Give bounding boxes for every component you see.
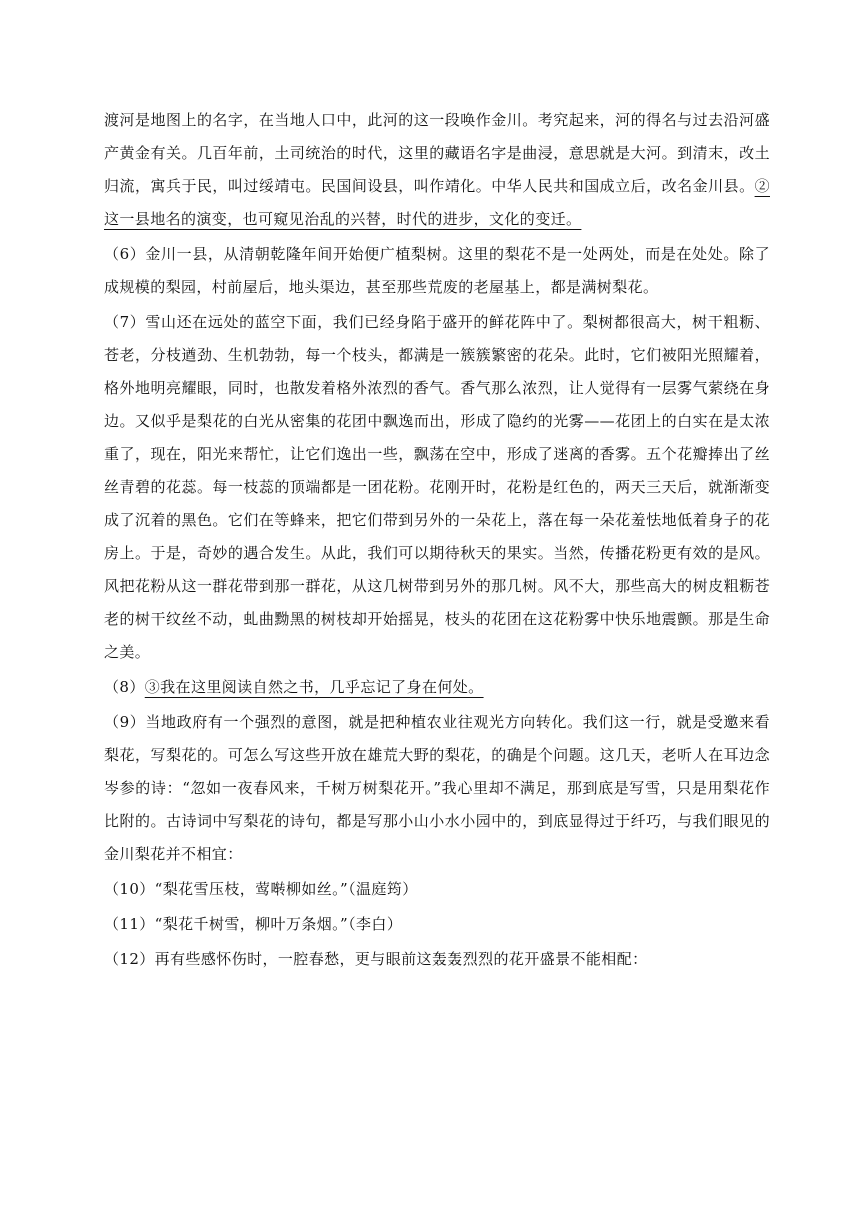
- paragraph-8: [104, 671, 770, 704]
- paragraph-5-text: 渡河是地图上的名字，在当地人口中，此河的这一段唤作金川。考究起来，河的得名与过去沿河盛产黄金有关。几百年前，土司统治的时代，这里的藏语名字是曲浸，意思就是大河。到清末，改土归流，寓兵于民，叫过绥靖屯。民国间设县，叫作靖化。中华人民共和国成立后，改名金川县。: [104, 111, 770, 195]
- paragraph-7-text: （7）雪山还在远处的蓝空下面，我们已经身陷于盛开的鲜花阵中了。梨树都很高大，树干粗粝、苍老，分枝遒劲、生机勃勃，每一个枝头，都满是一簇簇繁密的花朵。此时，它们被阳光照耀着，格外地明亮耀眼，同时，也散发着格外浓烈的香气。香气那么浓烈，让人觉得有一层雾气萦绕在身边。又似乎是梨花的白光从密集的花团中飘逸而出，形成了隐约的光雾——花团上的白实在是太浓重了，现在，阳光来帮忙，让它们逸出一些，飘荡在空中，形成了迷离的香雾。五个花瓣捧出了丝丝青碧的花蕊。每一枝蕊的顶端都是一团花粉。花刚开时，花粉是红色的，两天三天后，就渐渐变成了沉着的黑色。它们在等蜂来，把它们带到另外的一朵花上，落在每一朵花羞怯地低着身子的花房上。于是，奇妙的遇合发生。从此，我们可以期待秋天的果实。当然，传播花粉更有效的是风。风把花粉从这一群花带到那一群花，从这几树带到另外的那几树。风不大，那些高大的树皮粗粝苍老的树干纹丝不动，虬曲黝黑的树枝却开始摇晃，枝头的花团在这花粉雾中快乐地震颤。那是生命之美。: [104, 313, 770, 661]
- paragraph-9-text: （9）当地政府有一个强烈的意图，就是把种植农业往观光方向转化。我们这一行，就是受邀来看梨花，写梨花的。可怎么写这些开放在雄荒大野的梨花，的确是个问题。这几天，老听人在耳边念岑参的诗：“忽如一夜春风来，千树万树梨花开。”我心里却不满足，那到底是写雪，只是用梨花作比附的。古诗词中写梨花的诗句，都是写那小山小水小园中的，到底显得过于纤巧，与我们眼见的金川梨花并不相宜：: [104, 713, 770, 863]
- paragraph-5-underlined-sentence: ②这一县地名的演变，也可窥见治乱的兴替，时代的进步，文化的变迁。: [104, 177, 770, 228]
- paragraph-6: [104, 238, 770, 304]
- paragraph-12-text: （12）再有些感怀伤时，一腔春愁，更与眼前这轰轰烈烈的花开盛景不能相配：: [104, 950, 648, 968]
- paragraph-9: [104, 706, 770, 871]
- paragraph-11: [104, 908, 770, 941]
- paragraph-7: [104, 306, 770, 669]
- paragraph-10: [104, 873, 770, 906]
- paragraph-12: [104, 943, 770, 976]
- paragraph-6-text: （6）金川一县，从清朝乾隆年间开始便广植梨树。这里的梨花不是一处两处，而是在处处。除了成规模的梨园，村前屋后，地头渠边，甚至那些荒废的老屋基上，都是满树梨花。: [104, 245, 770, 296]
- article-body: [104, 104, 770, 976]
- paragraph-8-number: （8）: [104, 678, 145, 696]
- paragraph-5: [104, 104, 770, 236]
- paragraph-10-text: （10）“梨花雪压枝，莺啭柳如丝。”（温庭筠）: [104, 880, 418, 898]
- paragraph-8-underlined-sentence: ③我在这里阅读自然之书，几乎忘记了身在何处。: [144, 678, 484, 696]
- paragraph-11-text: （11）“梨花千树雪，柳叶万条烟。”（李白）: [104, 915, 403, 933]
